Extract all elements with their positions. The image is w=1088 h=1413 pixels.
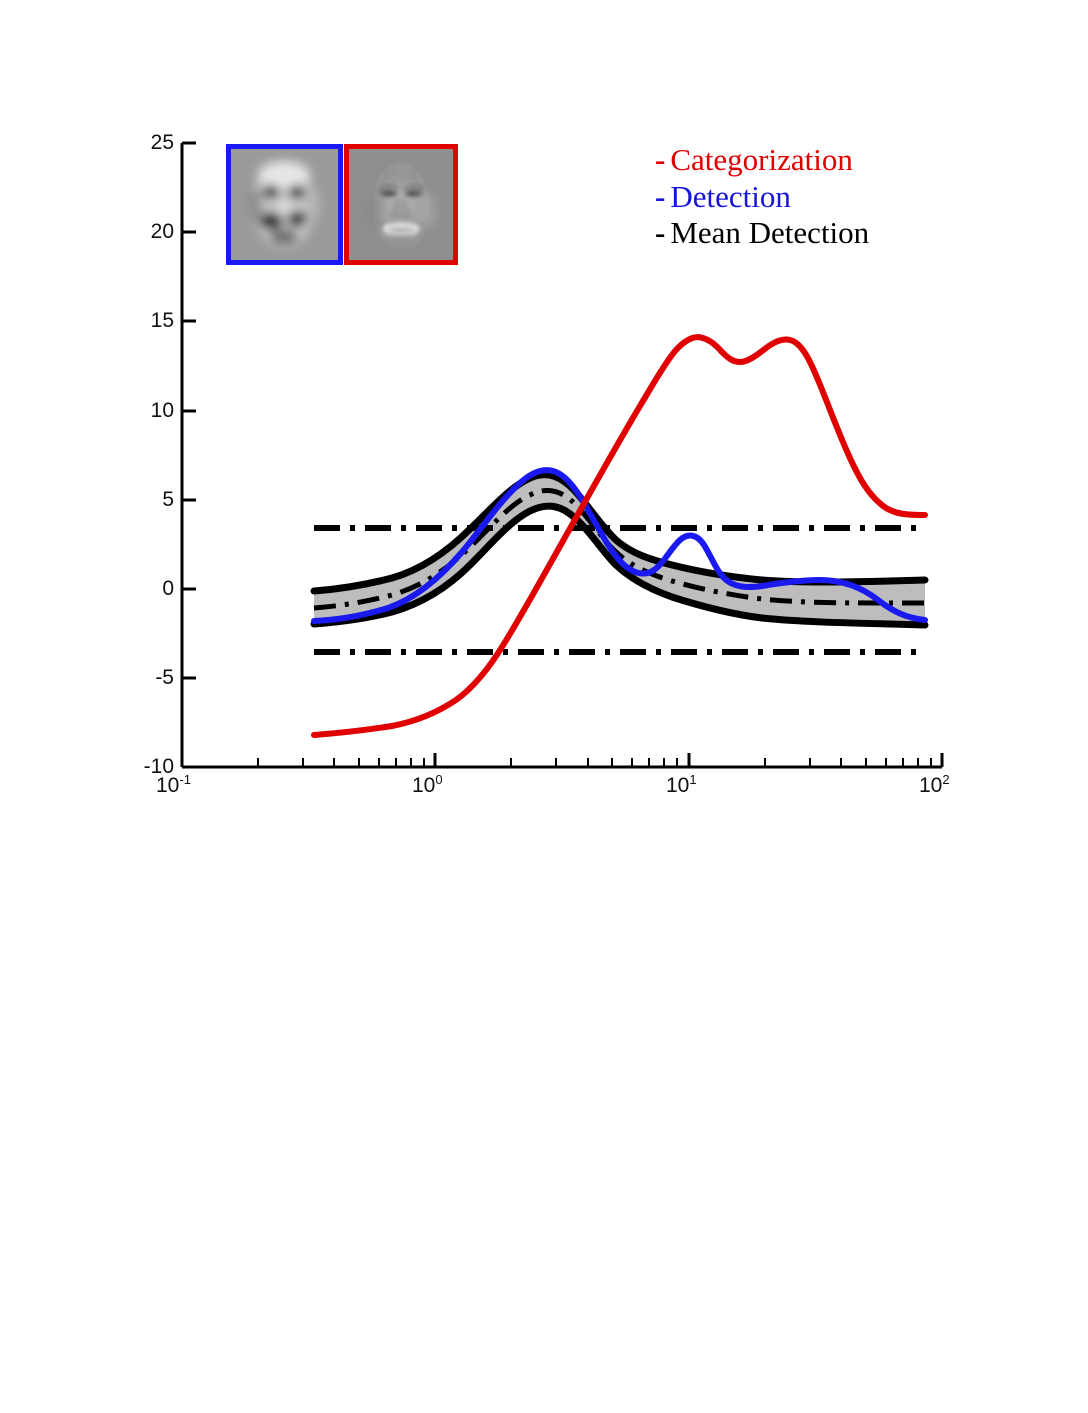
legend-item-mean-detection (655, 215, 869, 252)
legend-item-detection (655, 179, 869, 216)
legend-dash-mean-detection: - (655, 215, 666, 251)
x-tick-10e2 (919, 772, 950, 798)
categorization-curve (314, 337, 925, 735)
legend-dash-detection: - (655, 178, 666, 214)
x-tick-10e1 (666, 772, 697, 798)
y-tick-minus5: -5 (155, 666, 174, 689)
categorization-face-image (349, 149, 453, 260)
legend-dash-categorization: - (655, 142, 666, 177)
y-tick-0: 0 (162, 577, 174, 600)
x-tick-mantissa: 10 (666, 774, 690, 797)
x-tick-mantissa: 10 (156, 774, 180, 797)
y-tick-minus10: -10 (143, 755, 174, 778)
y-tick-15: 15 (150, 309, 174, 332)
x-tick-mantissa: 10 (412, 774, 436, 797)
detection-face-thumbnail (226, 144, 343, 265)
detection-face-image (231, 149, 338, 260)
x-tick-exponent: 2 (942, 772, 950, 787)
legend-label-detection: Detection (670, 178, 791, 214)
x-tick-10e0 (412, 772, 443, 798)
legend (655, 142, 869, 252)
mean-detection-upper (314, 475, 925, 591)
legend-item-categorization (655, 142, 869, 179)
y-tick-10: 10 (150, 399, 174, 422)
x-tick-10e-1 (156, 772, 191, 798)
y-tick-20: 20 (150, 220, 174, 243)
legend-label-categorization: Categorization (670, 142, 853, 177)
x-tick-mantissa: 10 (919, 774, 943, 797)
x-tick-exponent: 1 (689, 772, 697, 787)
x-tick-exponent: -1 (179, 772, 191, 787)
categorization-face-thumbnail (344, 144, 458, 265)
y-tick-5: 5 (162, 488, 174, 511)
y-tick-25: 25 (150, 131, 174, 154)
legend-label-mean-detection: Mean Detection (670, 215, 870, 251)
x-tick-exponent: 0 (435, 772, 443, 787)
